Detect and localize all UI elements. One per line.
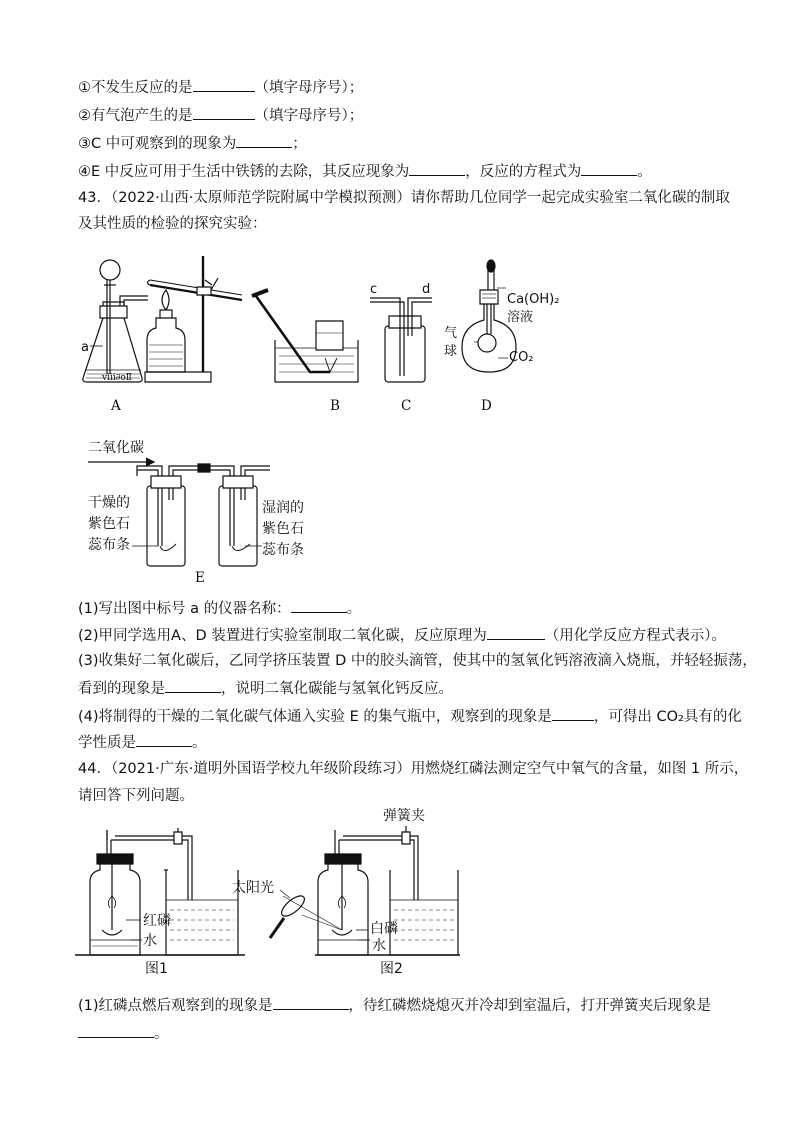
- wet-strip-line3: 蕊布条: [262, 542, 304, 558]
- q43-header-line1: 43．（2022·山西·太原师范学院附属中学模拟预测）请你帮助几位同学一起完成实验室二氧化碳的制取: [78, 190, 730, 206]
- q42-item-2: ②有气泡产生的是 （填字母序号）；: [78, 104, 363, 126]
- q43-sub1: (1)写出图中标号 a 的仪器名称： 。: [78, 597, 361, 619]
- solution-label: 溶液: [507, 310, 534, 325]
- sunlight-label: 太阳光: [232, 880, 274, 896]
- beaker-2: [390, 870, 458, 955]
- balloon-label-2: 球: [444, 344, 458, 359]
- dry-strip-line2: 紫色石: [88, 516, 130, 532]
- caoh2-label: Ca(OH)₂: [507, 292, 560, 307]
- combustion-spoon-2: [332, 930, 352, 935]
- water-label-1: 水: [143, 933, 157, 949]
- combustion-spoon-1: [102, 930, 122, 935]
- q42-item-1: ①不发生反应的是 （填字母序号）；: [78, 76, 363, 98]
- white-phosphorus-label: 白磷: [370, 921, 398, 937]
- red-phosphorus-label: 红磷: [143, 913, 171, 929]
- answer-blank[interactable]: [273, 994, 349, 1010]
- q42-item-4: ④E 中反应可用于生活中铁锈的去除，其反应现象为 ，反应的方程式为 。: [78, 160, 652, 182]
- label-a: a: [81, 340, 89, 355]
- figure2-caption: 图2: [380, 961, 403, 977]
- port-d-label: d: [422, 282, 431, 297]
- q43-sub3-line1: (3)收集好二氧化碳后，乙同学挤压装置 D 中的胶头滴管，使其中的氢氧化钙溶液滴入烧瓶，并轻轻振荡，: [78, 653, 757, 669]
- q44-sub1-line1: (1)红磷点燃后观察到的现象是 ，待红磷燃烧熄灭并冷却到室温后，打开弹簧夹后现象是: [78, 994, 711, 1016]
- dry-strip-line3: 蕊布条: [88, 537, 130, 553]
- q44-header-line1: 44．（2021·广东·道明外国语学校九年级阶段练习）用燃烧红磷法测定空气中氧气的含量，如图 1 所示，: [78, 761, 749, 777]
- q44-sub1-line2: 。: [78, 1022, 169, 1044]
- water-label-2: 水: [372, 938, 386, 954]
- wet-strip-line2: 紫色石: [262, 521, 304, 537]
- q43-sub4-line2: 学性质是 。: [78, 731, 207, 753]
- figure-letter-C: C: [401, 398, 412, 414]
- figure-letter-B: B: [330, 398, 340, 414]
- beaker-1: [166, 870, 238, 955]
- balloon-label-1: 气: [444, 326, 458, 341]
- dry-strip-line1: 干燥的: [88, 495, 130, 511]
- q43-sub4-line1: (4)将制得的干燥的二氧化碳气体通入实验 E 的集气瓶中，观察到的现象是 ，可得出 CO₂具有的化: [78, 705, 742, 727]
- wet-strip-line1: 湿润的: [262, 500, 304, 516]
- jar-fig2: [318, 862, 368, 955]
- answer-blank[interactable]: [78, 1022, 154, 1038]
- spring-clip-label: 弹簧夹: [383, 808, 425, 824]
- figure1-caption: 图1: [145, 961, 168, 977]
- jar-fig1: [90, 862, 140, 955]
- q43-sub3-line2: 看到的现象是 ，说明二氧化碳能与氢氧化钙反应。: [78, 677, 453, 699]
- q43-header-line2: 及其性质的检验的探究实验：: [78, 216, 267, 232]
- figure-letter-D: D: [481, 398, 492, 414]
- q43-sub2: (2)甲同学选用A、D 装置进行实验室制取二氧化碳，反应原理为 （用化学反应方程式表示）。: [78, 624, 726, 646]
- port-c-label: c: [370, 282, 378, 297]
- figure-letter-A: A: [111, 398, 121, 414]
- gas-label: 二氧化碳: [88, 440, 144, 456]
- q42-item-3: ③C 中可观察到的现象为 ；: [78, 132, 307, 154]
- figure-letter-E: E: [195, 570, 205, 586]
- svg-text:ⅷ∂oⅡ: ⅷ∂oⅡ: [102, 373, 132, 383]
- q44-header-line2: 请回答下列问题。: [78, 788, 194, 804]
- co2-label: CO₂: [509, 350, 534, 365]
